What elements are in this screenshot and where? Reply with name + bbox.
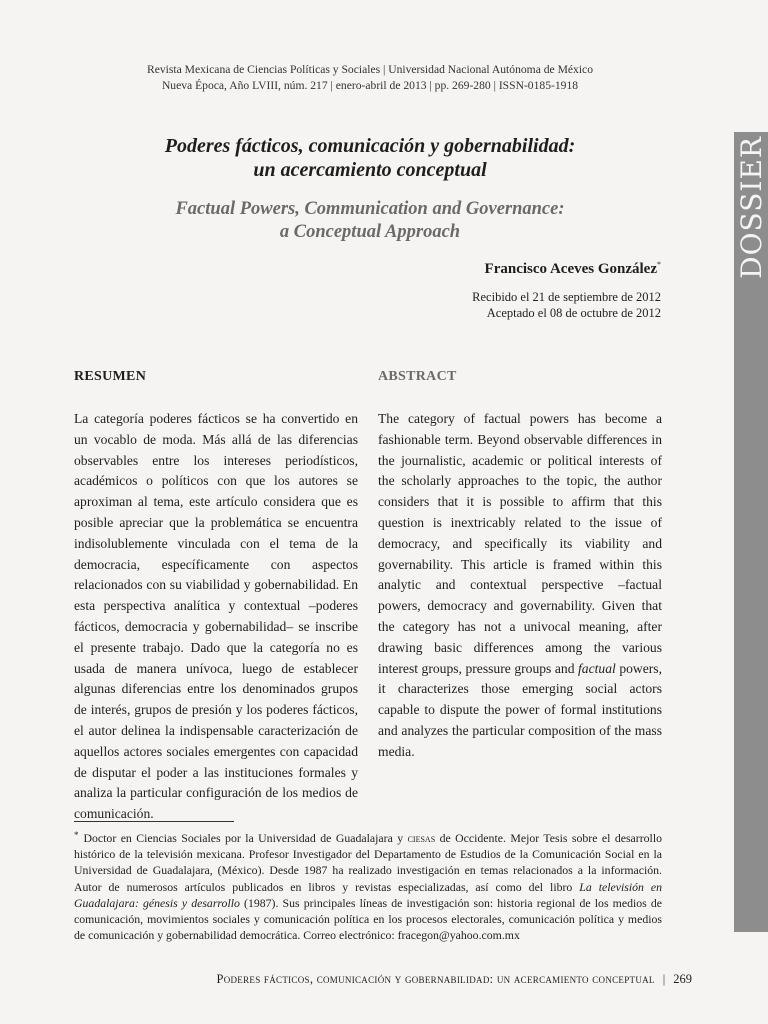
footnote-part2: de Occidente. Mejor Tesis sobre el desarrollo histórico de la televisión mexicana. Profesor Investigador del Departamento de Estudios de la Comunicación Social en la Universidad de Guadalajara, (México). Desde 1987 ha realizado investigación en temas relacionados a la información. Autor de numerosos artículos publicados en libros y revistas especializadas, así como del libro (74, 831, 662, 894)
section-label-text: DOSSIER (735, 136, 768, 279)
spanish-title (60, 134, 680, 182)
page-number: 269 (673, 972, 692, 986)
abstract-text-part1: The category of factual powers has become a fashionable term. Beyond observable differences in the journalistic, academic or political interests of the scholarly approaches to the topic, the author considers that it is possible to affirm that this question is inextricably related to the issue of democracy, and specifically its viability and governability. This article is framed within this analytic and contextual perspective –factual powers, democracy and governability. Given that the category has not a univocal meaning, after drawing basic differences among the various interest groups, pressure groups and (378, 411, 662, 676)
abstract-text-part2: powers, it characterizes those emerging social actors capable to dispute the power of formal institutions and analyzes the particular composition of the mass media. (378, 660, 662, 759)
abstract-text (378, 409, 662, 763)
accepted-date: Aceptado el 08 de octubre de 2012 (486, 306, 661, 320)
footnote-ciesas: ciesas (407, 831, 436, 845)
spanish-title-line1: Poderes fácticos, comunicación y gobernabilidad: (164, 135, 576, 157)
abstract-heading: ABSTRACT (378, 369, 457, 384)
journal-header-line1: Revista Mexicana de Ciencias Políticas y Sociales | Universidad Nacional Autónoma de México (147, 63, 593, 76)
footnote-part1: Doctor en Ciencias Sociales por la Universidad de Guadalajara y (83, 831, 408, 845)
section-label (734, 136, 768, 286)
footer-separator: | (662, 972, 666, 986)
page-footer (216, 972, 692, 987)
english-title-line2: a Conceptual Approach (279, 222, 461, 242)
author-name: Francisco Aceves González (484, 261, 657, 277)
submission-dates (472, 289, 661, 321)
resumen-heading: RESUMEN (74, 369, 147, 384)
footnote-book-title: La televisión en Guadalajara: génesis y desarrollo (74, 879, 662, 910)
journal-header (60, 62, 680, 94)
author-footnote-mark[interactable]: * (657, 260, 661, 269)
author-byline (485, 260, 661, 278)
running-title: Poderes fácticos, comunicación y gobernabilidad: un acercamiento conceptual (216, 972, 655, 986)
footnote-mark: * (74, 830, 79, 840)
journal-header-line2: Nueva Época, Año LVIII, núm. 217 | enero-abril de 2013 | pp. 269-280 | ISSN-0185-1918 (161, 79, 579, 92)
received-date: Recibido el 21 de septiembre de 2012 (472, 290, 661, 304)
english-title-line1: Factual Powers, Communication and Governance: (175, 199, 565, 219)
resumen-text: La categoría poderes fácticos se ha convertido en un vocablo de moda. Más allá de las diferencias observables entre los intereses periodísticos, académicos o políticos con que los autores se aproximan al tema, este artículo considera que es posible apreciar que la problemática se encuentra indisolublemente vinculada con el tema de la democracia, específicamente con aspectos relacionados con su viabilidad y gobernabilidad. En esta perspectiva analítica y contextual –poderes fácticos, democracia y gobernabilidad– se inscribe el presente trabajo. Dado que la categoría no es usada de manera unívoca, luego de establecer algunas diferencias entre los denominados grupos de interés, grupos de presión y los poderes fácticos, el autor delinea la indispensable caracterización de aquellos actores sociales emergentes con capacidad de disputar el poder a las instituciones formales y analiza la particular configuración de los medios de comunicación. (74, 411, 358, 822)
abstract-text-italic: factual (578, 660, 616, 676)
footnote-divider (74, 821, 234, 822)
footnote-part3: (1987). Sus principales líneas de investigación son: historia regional de los medios de comunicación, movimientos sociales y comunicación política en los procesos electorales, comunicación política y medios de comunicación y gobernabilidad democrática. Correo electrónico: fracegon@yahoo.com.mx (74, 895, 662, 943)
spanish-title-line2: un acercamiento conceptual (253, 159, 487, 181)
english-title (60, 198, 680, 244)
author-footnote (74, 827, 662, 943)
